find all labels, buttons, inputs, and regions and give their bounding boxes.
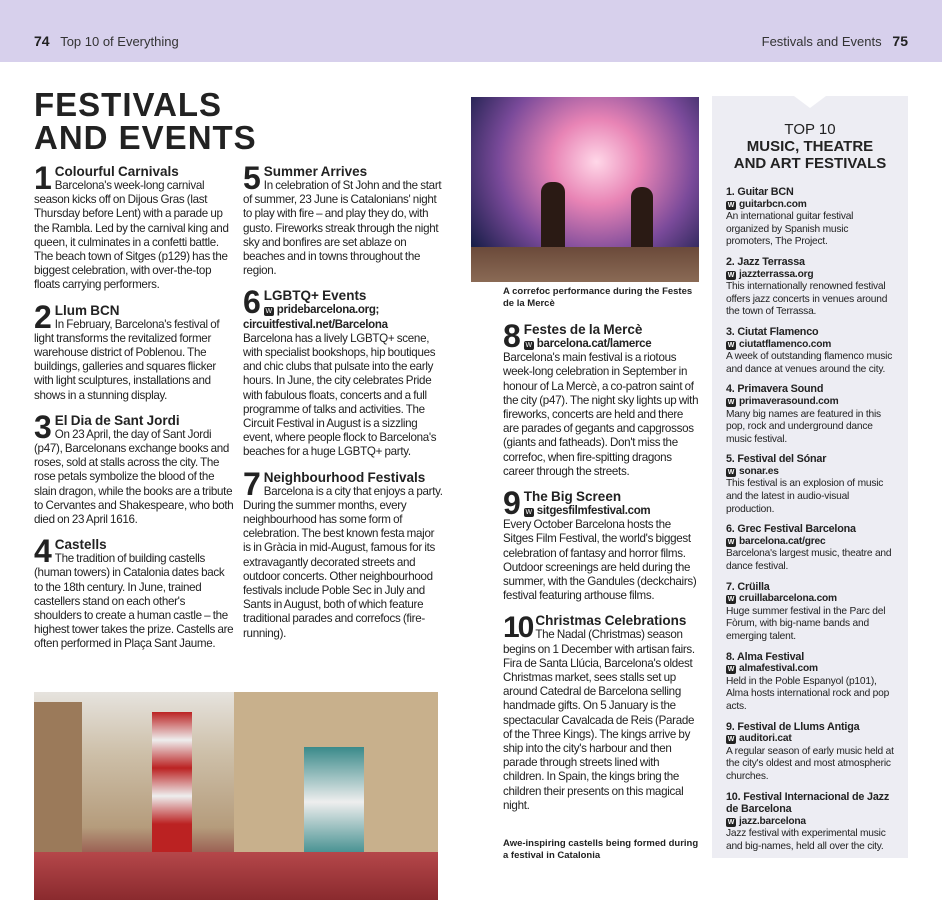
castells-photo: [34, 692, 438, 900]
entry-4: [34, 533, 234, 651]
left-page-number: 74: [34, 33, 50, 49]
entry-2: [34, 298, 234, 403]
web-icon: W: [727, 201, 735, 209]
entry-8: [503, 318, 701, 479]
correfoc-photo: [471, 97, 699, 282]
web-icon: W: [727, 538, 735, 546]
entry-title: Castells: [54, 537, 107, 553]
sidebar-item: [726, 383, 894, 446]
web-icon: W: [265, 308, 273, 316]
sidebar-item-url[interactable]: primaverasound.com: [739, 395, 839, 407]
title-line-2: AND EVENTS: [34, 119, 257, 156]
sidebar-item: [726, 326, 894, 376]
sidebar-item-title: 10. Festival Internacional de Jazz de Barcelona: [726, 790, 890, 816]
entry-10: [503, 613, 701, 813]
sidebar-item-desc: Held in the Poble Espanyol (p101), Alma hosts international rock and pop acts.: [726, 675, 890, 712]
web-icon: W: [727, 271, 735, 279]
entry-number: 5: [243, 160, 261, 196]
sidebar-item-desc: A week of outstanding flamenco music and dance at venues around the city.: [726, 351, 893, 375]
entry-title: Llum BCN: [54, 302, 120, 318]
correfoc-caption: A correfoc performance during the Festes de la Mercè: [503, 286, 693, 309]
sidebar-item-url[interactable]: barcelona.cat/grec: [739, 535, 826, 547]
entry-body: Barcelona's main festival is a riotous week-long celebration in September in honour of La Mercè, a co-patron saint of the city (p47). The night sky lights up with fireworks, concerts are held and there are parades of gegants and capgrossos (giants and fatheads). Don't miss the correfoc, when fire-spitting dragons career through the streets.: [503, 351, 699, 478]
sidebar-item-title: 3. Ciutat Flamenco: [726, 325, 819, 338]
web-icon: W: [525, 342, 533, 349]
sidebar-item-title: 4. Primavera Sound: [726, 383, 824, 396]
sidebar-item: [726, 256, 894, 319]
entry-title: Christmas Celebrations: [535, 613, 687, 629]
entry-body: On 23 April, the day of Sant Jordi (p47), Barcelonans exchange books and roses, sold at stalls across the city. The rose petals symbolize the blood of the slain dragon, while the books are a tribute to Cervantes and Shakespeare, who both died on 23 April 1616.: [34, 427, 234, 527]
sidebar-item-title: 9. Festival de Llums Antiga: [726, 720, 860, 733]
page-header: [0, 0, 942, 62]
castells-caption: Awe-inspiring castells being formed during a festival in Catalonia: [503, 838, 699, 861]
right-running-title: Festivals and Events: [761, 34, 882, 49]
column-3: [503, 318, 701, 823]
sidebar-item-url[interactable]: jazz.barcelona: [739, 815, 806, 827]
sidebar-item-desc: Huge summer festival in the Parc del Fòrum, with big-name bands and emerging talent.: [726, 605, 886, 642]
entry-number: 10: [503, 611, 533, 645]
sidebar-item-url[interactable]: cruillabarcelona.com: [739, 593, 837, 605]
entry-number: 9: [503, 485, 521, 522]
top10-sidebar: [712, 96, 908, 858]
sidebar-item-url[interactable]: ciutatflamenco.com: [739, 338, 832, 350]
entry-website[interactable]: pridebarcelona.org; circuitfestival.net/Barcelona: [243, 304, 388, 331]
entry-body: Barcelona has a lively LGBTQ+ scene, with specialist bookshops, hip boutiques and chic clubs that pulsate into the early hours. In June, the city celebrates Pride with fabulous floats, concerts and a full programme of talks and activities. The Circuit Festival in August is a sizzling event, where people flock to Barcelona's beaches for a huge LGBTQ+ party.: [243, 331, 437, 459]
sidebar-item: [726, 523, 894, 573]
entry-6: [243, 284, 443, 459]
sidebar-item-title: 8. Alma Festival: [726, 650, 805, 663]
sidebar-item-desc: A regular season of early music held at the city's oldest and most atmospheric churches.: [726, 745, 894, 782]
entry-number: 4: [34, 533, 52, 570]
web-icon: W: [727, 398, 735, 406]
entry-number: 8: [503, 318, 521, 354]
entry-body: Barcelona's week-long carnival season kicks off on Dijous Gras (last Thursday before Lent) with a parade up the Rambla. Led by the carnival king and queen, it culminates in a confetti battle. The beach town of Sitges (p129) has the biggest celebration, with over-the-top floats carrying performers.: [34, 179, 229, 292]
sidebar-item-desc: Many big names are featured in this pop, rock and underground dance music festival.: [726, 408, 881, 445]
entry-title: Neighbourhood Festivals: [263, 469, 426, 485]
web-icon: W: [727, 666, 735, 674]
entry-3: [34, 408, 234, 527]
sidebar-item: [726, 651, 894, 714]
sidebar-item: [726, 721, 894, 784]
entry-website[interactable]: sitgesfilmfestival.com: [536, 505, 651, 518]
entry-1: [34, 160, 234, 293]
web-icon: W: [727, 468, 735, 476]
right-page-number: 75: [892, 33, 908, 49]
sidebar-item-url[interactable]: guitarbcn.com: [739, 198, 807, 210]
entry-website[interactable]: barcelona.cat/lamerce: [536, 338, 652, 350]
entry-body: The tradition of building castells (human towers) in Catalonia dates back to the 18th century. In June, trained castellers stand on each other's shoulders to create a human castle – the highest tower takes the prize. Castells are often performed in Plaça Sant Jaume.: [34, 552, 234, 651]
entry-title: The Big Screen: [523, 489, 622, 505]
entry-9: [503, 485, 701, 603]
web-icon: W: [525, 509, 533, 517]
sidebar-item-url[interactable]: auditori.cat: [739, 733, 792, 745]
entry-title: LGBTQ+ Events: [263, 288, 367, 304]
entry-body: The Nadal (Christmas) season begins on 1 December with artisan fairs. Fira de Santa Llúcia, Barcelona's oldest Christmas market, sees stalls set up around Catedral de Barcelona selling handmade gifts. On 5 January is the spectacular Cavalcada de Reis (Parade of the Three Kings). The kings arrive by ship into the city's harbour and then parade through streets lined with children. In Spain, the kings bring the children their presents on this magical night.: [503, 628, 695, 812]
sidebar-item: [726, 581, 894, 644]
sidebar-item: [726, 186, 894, 249]
web-icon: W: [727, 736, 735, 744]
page-title: [34, 88, 294, 154]
entry-5: [243, 160, 443, 278]
entry-number: 2: [34, 298, 52, 335]
sidebar-item-url[interactable]: almafestival.com: [739, 663, 818, 675]
web-icon: W: [727, 818, 735, 826]
entry-number: 7: [243, 465, 261, 502]
sidebar-item: [726, 791, 894, 854]
entry-title: El Dia de Sant Jordi: [54, 412, 180, 428]
sidebar-item: [726, 453, 894, 516]
sidebar-item-title: 7. Crüilla: [726, 580, 770, 593]
sidebar-item-desc: Barcelona's largest music, theatre and dance festival.: [726, 548, 892, 573]
entry-7: [243, 465, 443, 641]
sidebar-notch: [794, 96, 826, 108]
entry-number: 3: [34, 408, 52, 445]
sidebar-item-title: 5. Festival del Sónar: [726, 453, 827, 466]
column-2: [243, 160, 443, 651]
entry-title: Summer Arrives: [263, 164, 368, 179]
entry-body: Every October Barcelona hosts the Sitges Film Festival, the world's biggest celebration of fantasy and horror films. Outdoor screenings are held during the summer, with the Gandules (deckchairs) festival featuring arthouse films.: [503, 518, 697, 603]
sidebar-item-url[interactable]: sonar.es: [739, 465, 779, 477]
sidebar-item-desc: Jazz festival with experimental music and big-names, held all over the city.: [726, 828, 886, 852]
web-icon: W: [727, 596, 735, 604]
sidebar-item-title: 6. Grec Festival Barcelona: [726, 523, 856, 536]
entry-title: Festes de la Mercè: [523, 322, 643, 337]
sidebar-heading: MUSIC, THEATRE AND ART FESTIVALS: [733, 138, 887, 172]
sidebar-item-title: 2. Jazz Terrassa: [726, 255, 805, 268]
entry-body: In February, Barcelona's festival of light transforms the revitalized former warehouse district of Poblenou. The buildings, galleries and squares flicker with light sculptures, installations and shows in a stunning display.: [34, 317, 220, 402]
entry-number: 6: [243, 284, 261, 321]
sidebar-kicker: TOP 10: [784, 121, 836, 138]
sidebar-item-desc: This internationally renowned festival offers jazz concerts in venues around the town of Terrassa.: [726, 281, 888, 318]
sidebar-item-url[interactable]: jazzterrassa.org: [739, 268, 814, 280]
web-icon: W: [727, 341, 735, 349]
entry-title: Colourful Carnivals: [54, 164, 179, 179]
sidebar-item-title: 1. Guitar BCN: [726, 186, 794, 198]
column-1: [34, 160, 234, 662]
sidebar-item-desc: This festival is an explosion of music and the latest in audio-visual production.: [726, 478, 884, 515]
title-line-1: FESTIVALS: [34, 86, 223, 123]
left-running-title: Top 10 of Everything: [60, 34, 179, 49]
entry-body: In celebration of St John and the start of summer, 23 June is Catalonians' night to play with fire – and play they do, with gusto. Fireworks streak through the night sky and bonfires are set ablaze on beaches and in towns throughout the region.: [243, 179, 442, 278]
sidebar-item-desc: An international guitar festival organized by Spanish music promoters, The Project.: [726, 211, 854, 248]
sidebar-title: [726, 121, 894, 172]
entry-body: Barcelona is a city that enjoys a party. During the summer months, every neighbourhood has some form of celebration. The best known festa major is in Gràcia in mid-August, famous for its extravagantly decorated streets and outdoor concerts. Other neighbourhood festivals include Poble Sec in July and Sants in August, both of which feature traditional parades and correfocs (fire-running).: [243, 484, 443, 640]
entry-number: 1: [34, 160, 52, 196]
